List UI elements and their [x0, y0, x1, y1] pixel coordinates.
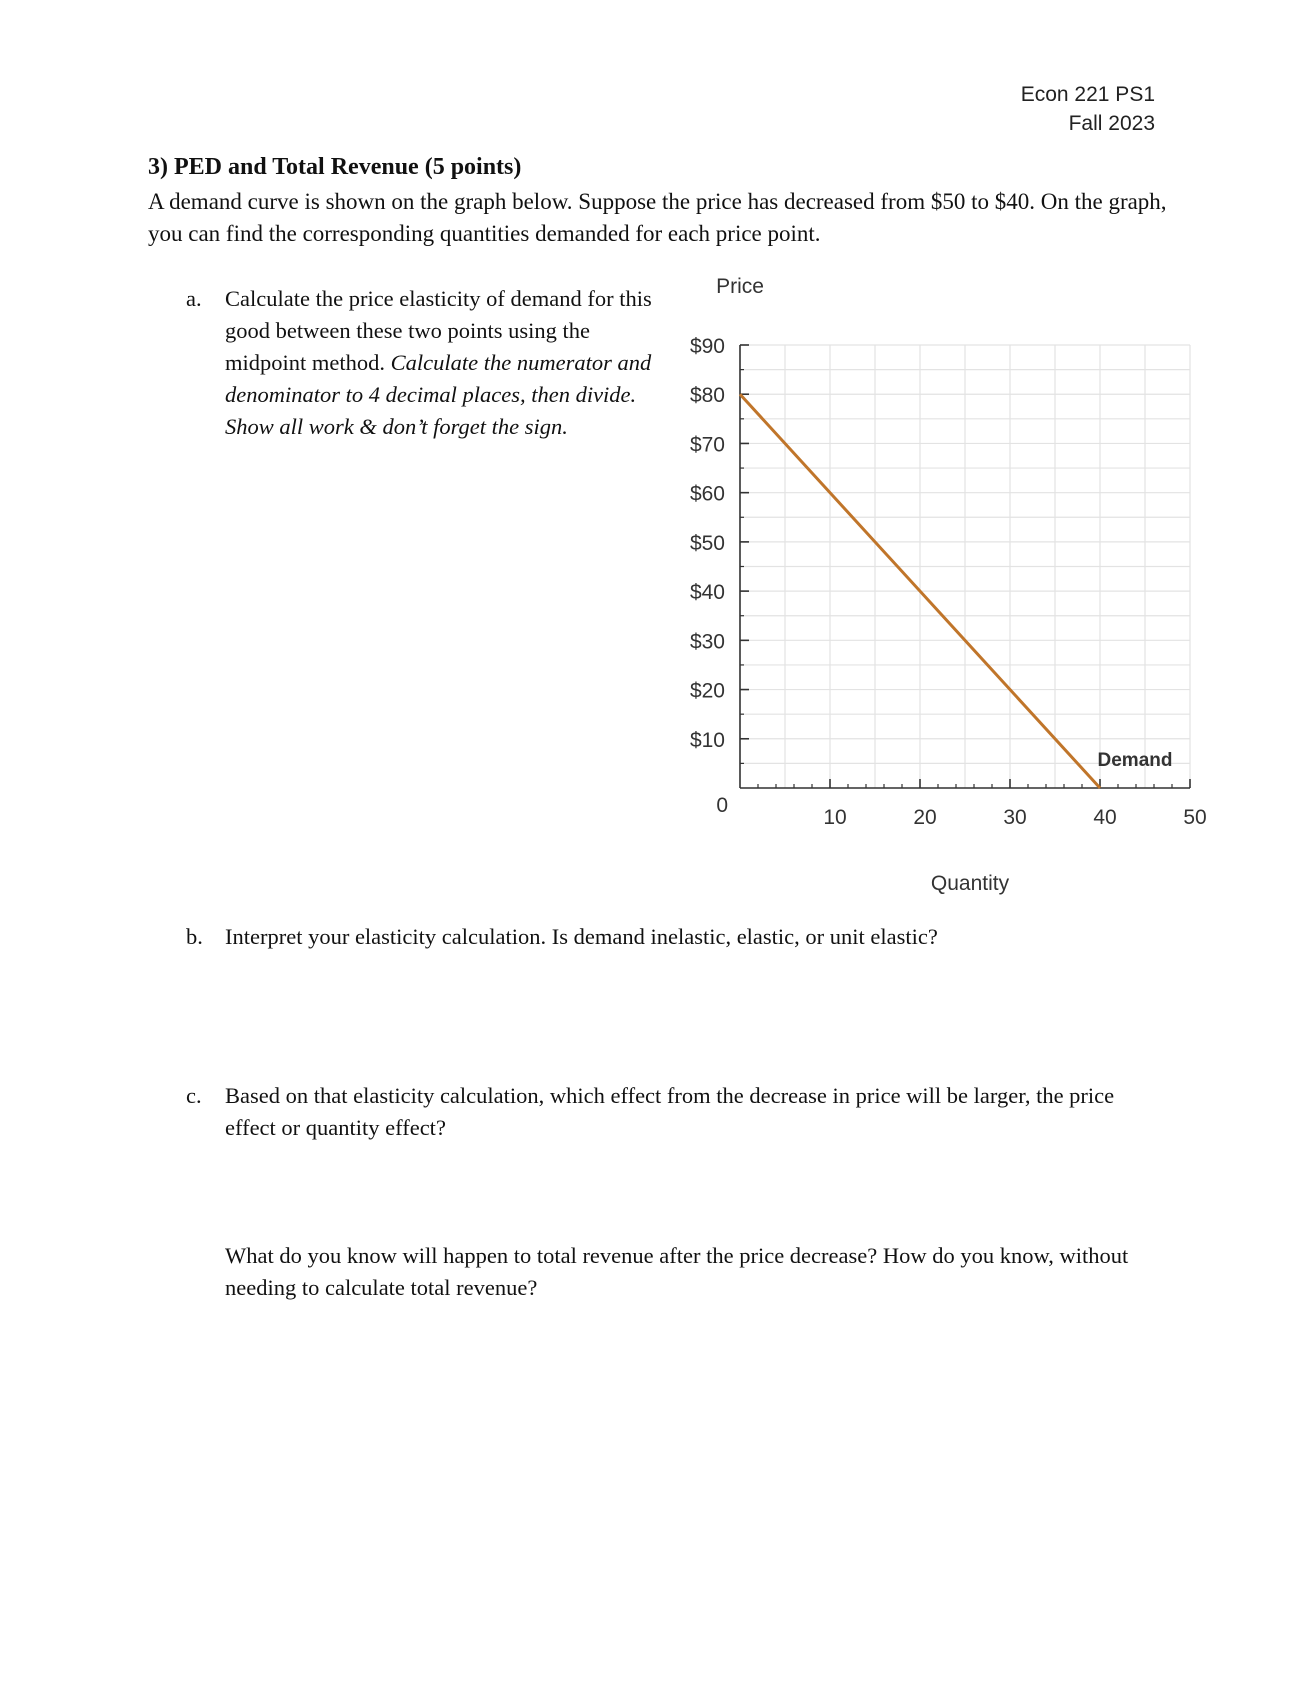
question-intro: A demand curve is shown on the graph below. Suppose the price has decreased from $50 to $40. On the graph, you can find the corresponding quantities demanded for each price point.: [148, 189, 1167, 246]
part-c-text: Based on that elasticity calculation, which effect from the decrease in price will be larger, the price effect or quantity effect?: [225, 1083, 1115, 1140]
x-tick-label: 20: [913, 806, 937, 829]
part-b-letter: b.: [186, 924, 203, 949]
y-tick-label: $70: [689, 433, 725, 457]
x-tick-label: 40: [1093, 806, 1117, 829]
part-b-text: Interpret your elasticity calculation. Is demand inelastic, elastic, or unit elastic?: [225, 924, 938, 949]
part-c-letter: c.: [186, 1083, 202, 1108]
question-title: 3) PED and Total Revenue (5 points): [148, 154, 522, 180]
y-tick-label: $40: [689, 581, 725, 605]
y-tick-label: $50: [689, 531, 725, 555]
part-a-instructions: Calculate the numerator and denominator to 4 decimal places, then divide. Show all work & don’t forget the sign.: [225, 350, 652, 439]
demand-chart: [660, 270, 1220, 910]
x-axis-title: Quantity: [930, 872, 1010, 895]
y-tick-label: $60: [689, 482, 725, 506]
chart-grid: [740, 345, 1190, 788]
demand-curve-label: Demand: [1097, 750, 1173, 771]
x-tick-label: 10: [823, 806, 847, 829]
part-a-letter: a.: [186, 286, 202, 311]
part-a-text: Calculate the price elasticity of demand for this good between these two points using the midpoint method.: [225, 286, 652, 375]
y-tick-label: $10: [689, 728, 725, 752]
chart-labels: [690, 275, 1207, 895]
y-tick-label: $80: [689, 384, 725, 408]
y-tick-label: $90: [689, 335, 725, 358]
y-axis-title: Price: [716, 275, 764, 298]
document-header: [1021, 80, 1155, 138]
x-tick-label: 50: [1183, 806, 1207, 829]
origin-label: 0: [716, 794, 728, 817]
x-tick-label: 30: [1003, 806, 1027, 829]
y-tick-label: $20: [689, 679, 725, 703]
part-d-text: What do you know will happen to total revenue after the price decrease? How do you know, without needing to calculate total revenue?: [225, 1243, 1129, 1300]
part-a-body: [225, 283, 665, 443]
y-tick-label: $30: [689, 630, 725, 654]
term-label: Fall 2023: [1068, 112, 1155, 135]
course-label: Econ 221 PS1: [1020, 83, 1155, 106]
